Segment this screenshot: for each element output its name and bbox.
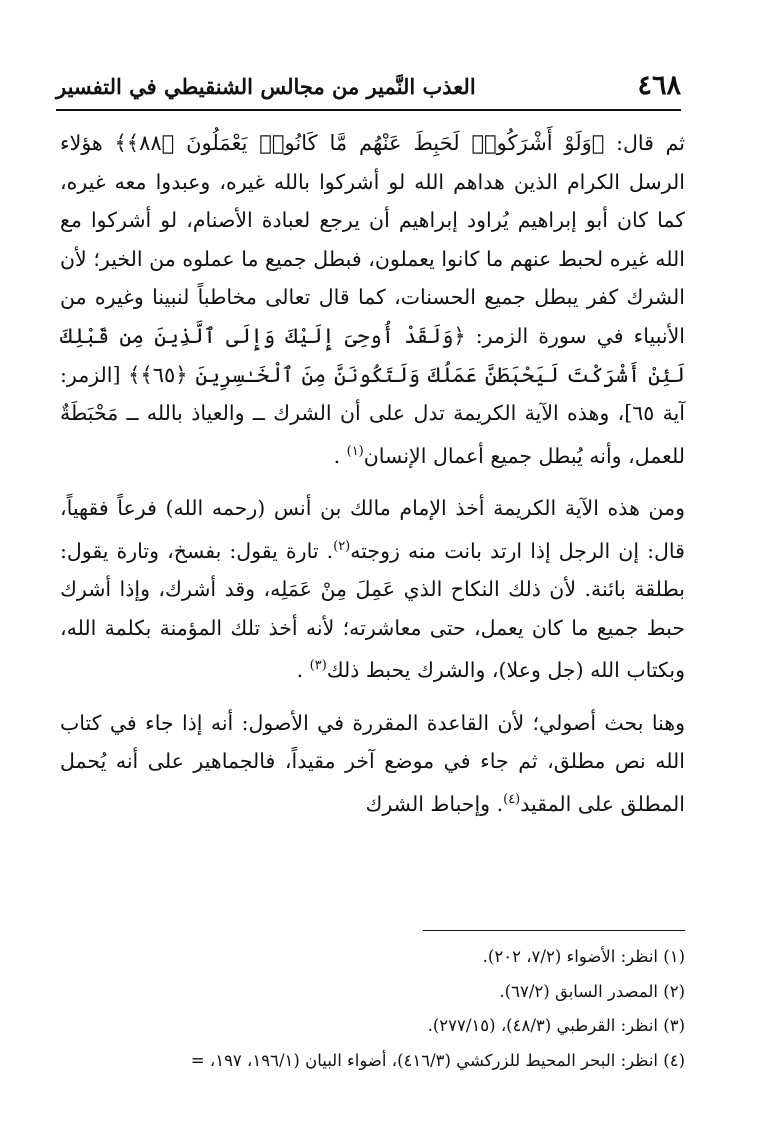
page-header [56, 66, 681, 106]
footnote-rule [423, 930, 685, 931]
footnote: (٤) انظر: البحر المحيط للزركشي (٤١٦/٣)، أضواء البيان (١٩٦/١، ١٩٧، = [190, 1050, 685, 1070]
paragraph-2 [60, 489, 685, 690]
quran-verse: ﴿وَلَوْ أَشْرَكُوا۟ لَحَبِطَ عَنْهُم مَّا كَانُوا۟ يَعْمَلُونَ ﴿٨٨﴾﴾ [114, 131, 605, 155]
footnote: (٢) المصدر السابق (٦٧/٢). [499, 981, 685, 1001]
footnotes [40, 940, 685, 1078]
footnote-ref: (٢) [333, 538, 351, 554]
footnote-ref: (١) [346, 443, 364, 459]
paragraph-3 [60, 704, 685, 824]
text-segment: . [296, 658, 310, 683]
header-rule [56, 109, 681, 111]
text-segment: . تارة يقول: بفسخ، وتارة يقول: بطلقة بائنة. لأن ذلك النكاح الذي عَمِلَ مِنْ عَمَلِه، وقد أشرك، وإذا أشرك حبط جميع ما كان يعمل، حتى معاشرته؛ لأنه أخذ تلك المؤمنة بكلمة الله، وبكتاب الله (جل وعلا)، والشرك يحبط ذلك [60, 538, 685, 683]
text-segment: . [333, 443, 347, 468]
text-segment: [الزمر: آية ٦٥]، وهذه الآية الكريمة تدل على أن الشرك ــ والعياذ بالله ــ مَحْبَطَةٌ للعمل، وأنه يُبطل جميع أعمال الإنسان [60, 362, 685, 468]
quran-verse: ﴿وَلَقَدْ أُوحِىَ إِلَيْكَ وَإِلَى ٱلَّذِينَ مِن قَبْلِكَ لَئِنْ أَشْرَكْتَ لَيَحْبَطَنَّ عَمَلُكَ وَلَتَكُونَنَّ مِنَ ٱلْخَـٰسِرِينَ ﴿٦٥﴾﴾ [60, 323, 685, 387]
text-segment: ثم قال: [604, 131, 686, 155]
page-number: ٤٦٨ [637, 70, 681, 101]
footnote-ref: (٣) [309, 658, 327, 674]
footnote-ref: (٤) [503, 791, 521, 807]
main-text [60, 124, 685, 823]
running-title: العذب النَّمير من مجالس الشنقيطي في التفسير [56, 74, 476, 99]
text-segment: هؤلاء الرسل الكرام الذين هداهم الله لو أشركوا بالله غيره، وعبدوا معه غيره، كما كان أبو إبراهيم يُراود إبراهيم أن يرجع لعبادة الأصنام، لو أشركوا مع الله غيره لحبط عنهم ما كانوا يعملون، فبطل جميع ما عملوه من الخير؛ لأن الشرك كفر يبطل جميع الحسنات، كما قال تعالى مخاطباً لنبينا وغيره من الأنبياء في سورة الزمر: [60, 131, 685, 348]
paragraph-1 [60, 124, 685, 475]
text-segment: . وإحباط الشرك [365, 791, 504, 816]
footnote: (١) انظر: الأضواء (٧/٢، ٢٠٢). [482, 947, 685, 966]
text-segment: وهنا بحث أصولي؛ لأن القاعدة المقررة في الأصول: أنه إذا جاء في كتاب الله نص مطلق، ثم جاء في موضع آخر مقيداً، فالجماهير على أنه يُحمل المطلق على المقيد [60, 710, 685, 816]
text-segment: ومن هذه الآية الكريمة أخذ الإمام مالك بن أنس (رحمه الله) فرعاً فقهياً، قال: إن الرجل إذا ارتد بانت منه زوجته [60, 496, 685, 563]
footnote: (٣) انظر: القرطبي (٤٨/٣)، (٢٧٧/١٥). [427, 1016, 685, 1035]
